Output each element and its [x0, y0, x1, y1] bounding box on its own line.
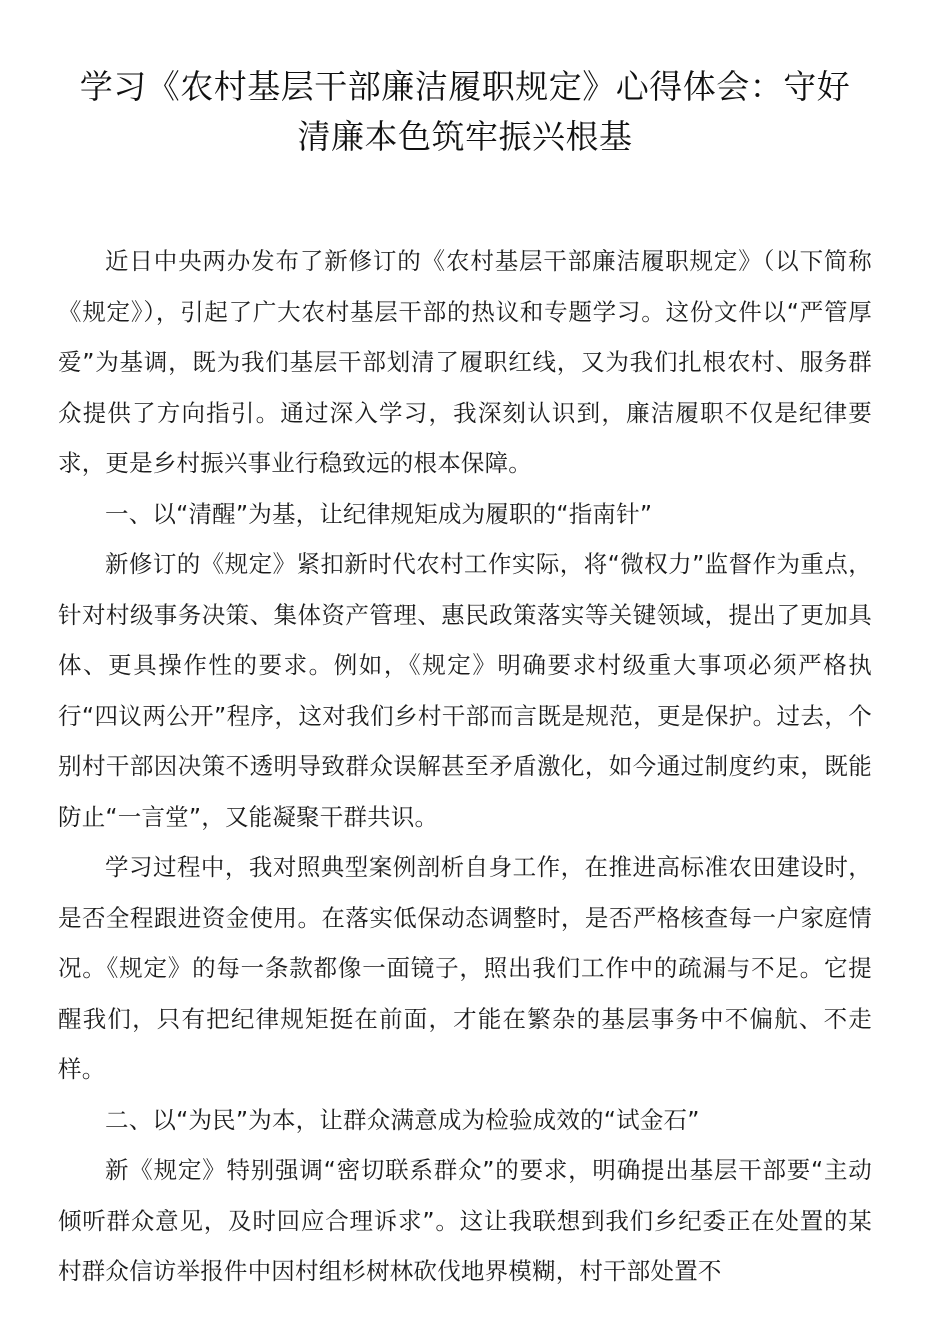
paragraph-intro: 近日中央两办发布了新修订的《农村基层干部廉洁履职规定》（以下简称《规定》），引起了广大农村基层干部的热议和专题学习。这份文件以“严管厚爱”为基调，既为我们基层干部划清了履职红线，又为我们扎根农村、服务群众提供了方向指引。通过深入学习，我深刻认识到，廉洁履职不仅是纪律要求，更是乡村振兴事业行稳致远的根本保障。	[58, 247, 872, 477]
paragraph-section1-a: 新修订的《规定》紧扣新时代农村工作实际，将“微权力”监督作为重点，针对村级事务决策、集体资产管理、惠民政策落实等关键领域，提出了更加具体、更具操作性的要求。例如，《规定》明确要求村级重大事项必须严格执行“四议两公开”程序，这对我们乡村干部而言既是规范，更是保护。过去，个别村干部因决策不透明导致群众误解甚至矛盾激化，如今通过制度约束，既能防止“一言堂”，又能凝聚干群共识。	[58, 550, 872, 831]
paragraph-section2-a: 新《规定》特别强调“密切联系群众”的要求，明确提出基层干部要“主动倾听群众意见，及时回应合理诉求”。这让我联想到我们乡纪委正在处置的某村群众信访举报件中因村组杉树林砍伐地界模糊，村干部处置不	[58, 1156, 872, 1285]
document-body	[58, 236, 872, 1297]
title-line-2: 清廉本色筑牢振兴根基	[297, 117, 633, 156]
paragraph-section1-b: 学习过程中，我对照典型案例剖析自身工作，在推进高标准农田建设时，是否全程跟进资金使用。在落实低保动态调整时，是否严格核查每一户家庭情况。《规定》的每一条款都像一面镜子，照出我们工作中的疏漏与不足。它提醒我们，只有把纪律规矩挺在前面，才能在繁杂的基层事务中不偏航、不走样。	[58, 853, 872, 1083]
section-heading-2: 二、以“为民”为本，让群众满意成为检验成效的“试金石”	[105, 1105, 700, 1134]
section-heading-1: 一、以“清醒”为基，让纪律规矩成为履职的“指南针”	[105, 499, 653, 528]
title-line-1: 学习《农村基层干部廉洁履职规定》心得体会：守好	[79, 67, 851, 106]
document-title	[58, 62, 872, 162]
